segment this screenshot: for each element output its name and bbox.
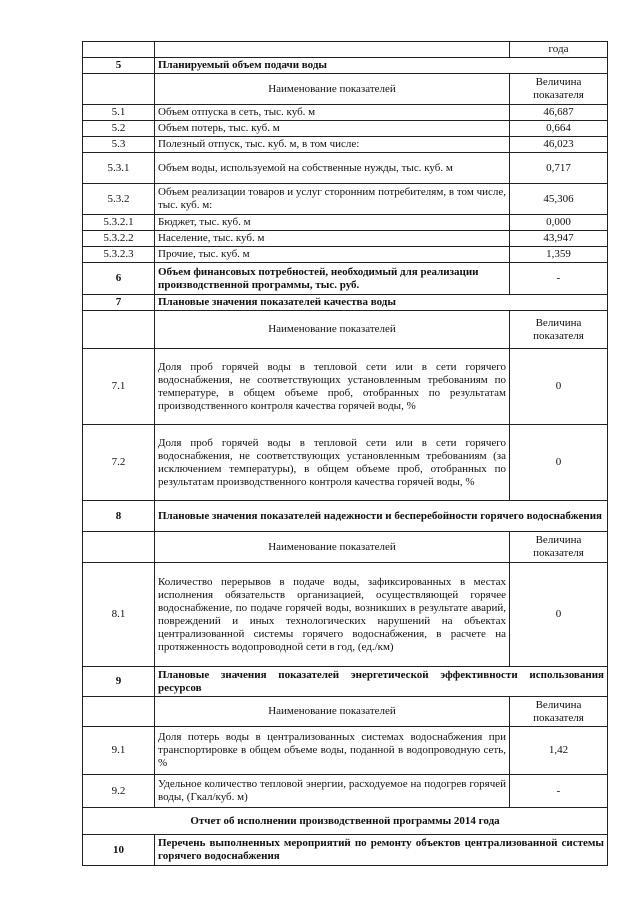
section-title: Объем финансовых потребностей, необходимый для реализации производственной программы, тыс. руб. — [155, 263, 510, 295]
row-name: Доля проб горячей воды в тепловой сети или в сети горячего водоснабжения, не соответствующих установленным требованиям (за исключением температуры), в общем объеме проб, отобранных по результатам производственного контроля качества горячей воды, % — [155, 425, 510, 501]
report-title: Отчет об исполнении производственной программы 2014 года — [83, 808, 608, 835]
section-number: 10 — [83, 835, 155, 866]
row-number: 5.3.1 — [83, 153, 155, 184]
row-name: Объем воды, используемой на собственные нужды, тыс. куб. м — [155, 153, 510, 184]
row-value: 0,664 — [510, 121, 608, 137]
header-value-cell: Величина показателя — [510, 532, 608, 563]
section-title: Плановые значения показателей надежности и бесперебойности горячего водоснабжения — [155, 501, 608, 532]
table-row — [83, 153, 608, 184]
table-row — [83, 425, 608, 501]
section-number: 6 — [83, 263, 155, 295]
row-name: Количество перерывов в подаче воды, зафиксированных в местах исполнения обязательств организацией, осуществляющей горячее водоснабжение, по подаче горячей воды, возникших в результате аварий, повреждений и иных технологических нарушений на объектах централизованной системы горячего водоснабжения, в расчете на протяженность водопроводной сети в год, (ед./км) — [155, 563, 510, 667]
section-header-row — [83, 835, 608, 866]
section-header-row — [83, 501, 608, 532]
header-name-cell: Наименование показателей — [155, 74, 510, 105]
row-number: 5.2 — [83, 121, 155, 137]
row-number: 9.2 — [83, 775, 155, 808]
empty-cell — [155, 42, 510, 58]
row-value: 45,306 — [510, 184, 608, 215]
section-title: Плановые значения показателей энергетической эффективности использования ресурсов — [155, 667, 608, 697]
row-number: 5.3.2 — [83, 184, 155, 215]
empty-cell — [83, 697, 155, 727]
column-header-row — [83, 697, 608, 727]
empty-cell — [83, 42, 155, 58]
section-header-row — [83, 295, 608, 311]
header-value-cell: Величина показателя — [510, 74, 608, 105]
row-number: 5.3.2.1 — [83, 215, 155, 231]
empty-cell — [83, 74, 155, 105]
row-name: Полезный отпуск, тыс. куб. м, в том числе: — [155, 137, 510, 153]
row-value: 46,023 — [510, 137, 608, 153]
report-title-row — [83, 808, 608, 835]
header-name-cell: Наименование показателей — [155, 311, 510, 349]
table-row — [83, 775, 608, 808]
section-header-row — [83, 58, 608, 74]
header-name-cell: Наименование показателей — [155, 697, 510, 727]
table-row — [83, 215, 608, 231]
row-number: 8.1 — [83, 563, 155, 667]
empty-cell — [83, 311, 155, 349]
empty-cell — [83, 532, 155, 563]
section-title: Перечень выполненных мероприятий по ремонту объектов централизованной системы горячего водоснабжения — [155, 835, 608, 866]
row-number: 5.3.2.3 — [83, 247, 155, 263]
section-header-row — [83, 263, 608, 295]
table-row — [83, 727, 608, 775]
table-row — [83, 137, 608, 153]
row-value: 1,359 — [510, 247, 608, 263]
row-number: 7.2 — [83, 425, 155, 501]
row-value: 46,687 — [510, 105, 608, 121]
section-header-row — [83, 667, 608, 697]
row-name: Объем потерь, тыс. куб. м — [155, 121, 510, 137]
row-name: Доля проб горячей воды в тепловой сети или в сети горячего водоснабжения, не соответствующих установленным требованиям по температуре, в общем объеме проб, отобранных по результатам производственного контроля качества горячей воды, % — [155, 349, 510, 425]
section-value: - — [510, 263, 608, 295]
section-number: 7 — [83, 295, 155, 311]
header-value-cell: Величина показателя — [510, 697, 608, 727]
column-header-row — [83, 532, 608, 563]
table-row — [83, 231, 608, 247]
row-name: Бюджет, тыс. куб. м — [155, 215, 510, 231]
row-name: Объем реализации товаров и услуг сторонним потребителям, в том числе, тыс. куб. м: — [155, 184, 510, 215]
table-row — [83, 247, 608, 263]
table-row — [83, 121, 608, 137]
row-number: 5.3.2.2 — [83, 231, 155, 247]
row-name: Объем отпуска в сеть, тыс. куб. м — [155, 105, 510, 121]
row-value: 0,717 — [510, 153, 608, 184]
row-value: 0,000 — [510, 215, 608, 231]
row-value: 0 — [510, 425, 608, 501]
row-value: 0 — [510, 563, 608, 667]
table-row — [83, 105, 608, 121]
row-value: - — [510, 775, 608, 808]
row-name: Удельное количество тепловой энергии, расходуемое на подогрев горячей воды, (Гкал/куб. м) — [155, 775, 510, 808]
row-value: 1,42 — [510, 727, 608, 775]
unit-cell: года — [510, 42, 608, 58]
section-title: Планируемый объем подачи воды — [155, 58, 608, 74]
table-row — [83, 42, 608, 58]
row-number: 5.1 — [83, 105, 155, 121]
row-value: 43,947 — [510, 231, 608, 247]
row-number: 7.1 — [83, 349, 155, 425]
row-value: 0 — [510, 349, 608, 425]
section-number: 9 — [83, 667, 155, 697]
section-number: 8 — [83, 501, 155, 532]
header-value-cell: Величина показателя — [510, 311, 608, 349]
section-number: 5 — [83, 58, 155, 74]
row-name: Прочие, тыс. куб. м — [155, 247, 510, 263]
row-number: 9.1 — [83, 727, 155, 775]
table-row — [83, 349, 608, 425]
section-title: Плановые значения показателей качества воды — [155, 295, 608, 311]
column-header-row — [83, 311, 608, 349]
row-number: 5.3 — [83, 137, 155, 153]
column-header-row — [83, 74, 608, 105]
row-name: Доля потерь воды в централизованных системах водоснабжения при транспортировке в общем объеме воды, поданной в водопроводную сеть, % — [155, 727, 510, 775]
row-name: Население, тыс. куб. м — [155, 231, 510, 247]
table-row — [83, 184, 608, 215]
document-table — [82, 41, 608, 866]
table-row — [83, 563, 608, 667]
header-name-cell: Наименование показателей — [155, 532, 510, 563]
